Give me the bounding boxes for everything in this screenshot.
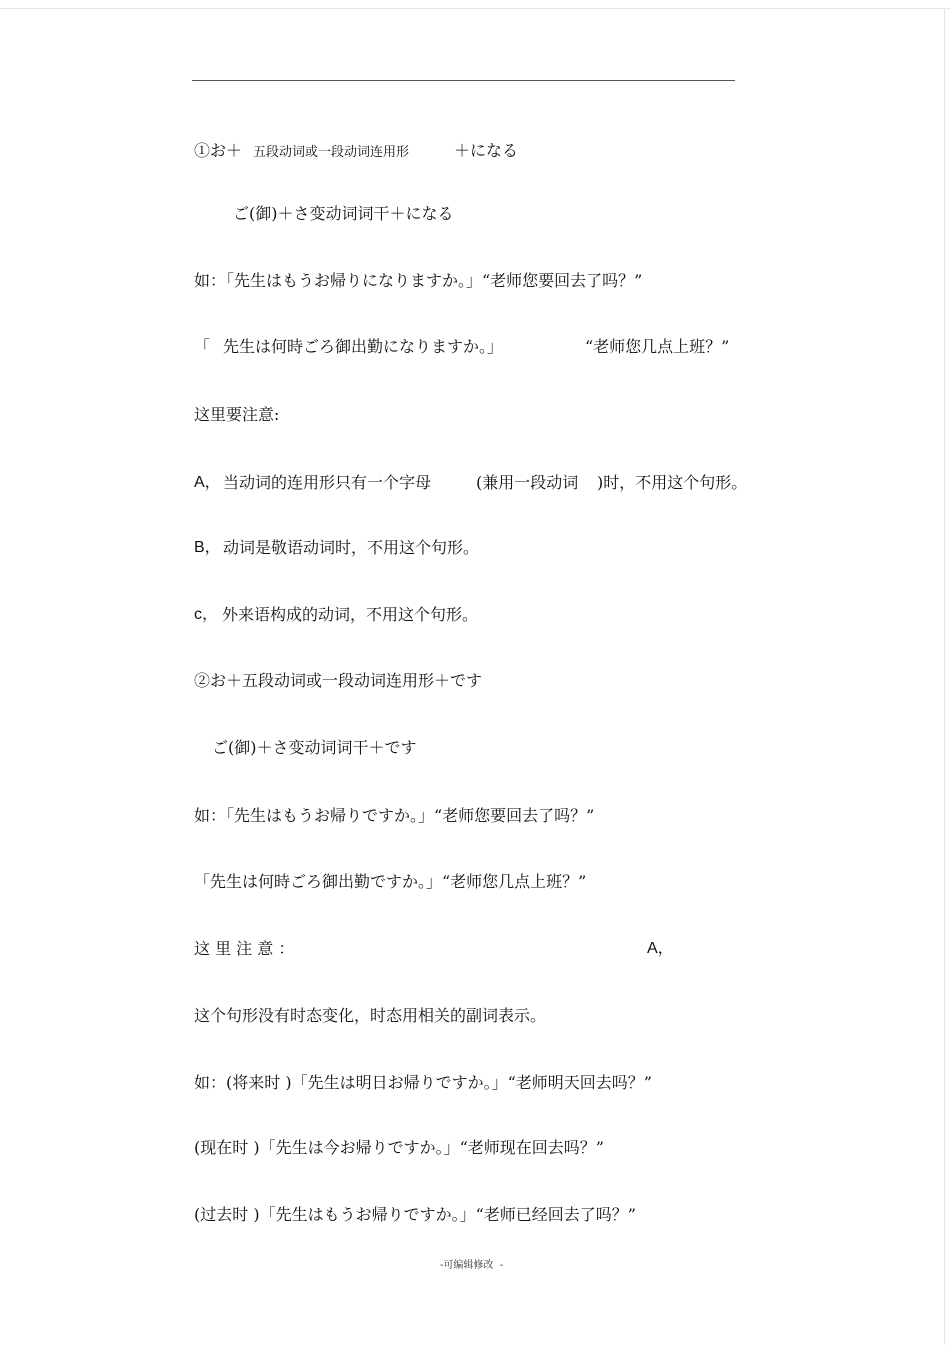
- text-fragment: ①お＋: [194, 141, 243, 160]
- header-rule: [192, 80, 735, 81]
- text-line: 「: [194, 337, 211, 356]
- text-line: 如：「先生はもうお帰りですか。」“老师您要回去了吗？”: [194, 806, 595, 825]
- text-line: 当动词的连用形只有一个字母: [223, 473, 432, 492]
- text-line: 「先生は何時ごろ御出勤ですか。」“老师您几点上班？”: [194, 872, 587, 891]
- text-line: 外来语构成的动词，不用这个句形。: [222, 605, 479, 624]
- text-line: ご(御)＋さ变动词词干＋になる: [233, 204, 454, 223]
- text-line: 这里要注意:: [194, 405, 280, 424]
- list-marker: B，: [194, 539, 221, 556]
- text-line: ②お＋五段动词或一段动词连用形＋です: [194, 671, 483, 690]
- list-marker: A，: [647, 940, 674, 957]
- text-line: [454, 141, 518, 161]
- text-line: “老师您几点上班？”: [585, 337, 730, 356]
- text-line: (兼用一段动词: [476, 473, 579, 492]
- text-line: 如：「先生はもうお帰りになりますか。」“老师您要回去了吗？”: [194, 271, 643, 290]
- text-fragment: 五段动词或一段动词连用形: [253, 145, 410, 160]
- text-line: 先生は何時ごろ御出勤になりますか。」: [223, 337, 504, 356]
- text-line: )时，不用这个句形。: [597, 473, 748, 492]
- page-edge-right: [944, 8, 945, 1345]
- text-line: 这个句形没有时态变化，时态用相关的副词表示。: [194, 1006, 547, 1025]
- list-marker: A，: [194, 474, 221, 491]
- text-line: ご(御)＋さ变动词词干＋です: [212, 738, 417, 757]
- text-line: [194, 141, 242, 161]
- page-footer: -可编辑修改 -: [440, 1260, 504, 1271]
- text-line: 动词是敬语动词时，不用这个句形。: [223, 538, 480, 557]
- text-line: [253, 143, 409, 163]
- text-line: (过去时 )「先生はもうお帰りですか。」“老师已经回去了吗？”: [194, 1205, 636, 1224]
- text-fragment: ＋になる: [454, 141, 519, 160]
- page-edge-top: [0, 8, 950, 9]
- text-line: (现在时 )「先生は今お帰りですか。」“老师现在回去吗？”: [194, 1138, 604, 1157]
- text-line: 这 里 注 意 ：: [194, 939, 295, 958]
- text-line: 如：(将来时 )「先生は明日お帰りですか。」“老师明天回去吗？”: [194, 1073, 652, 1092]
- list-marker: c，: [194, 606, 219, 623]
